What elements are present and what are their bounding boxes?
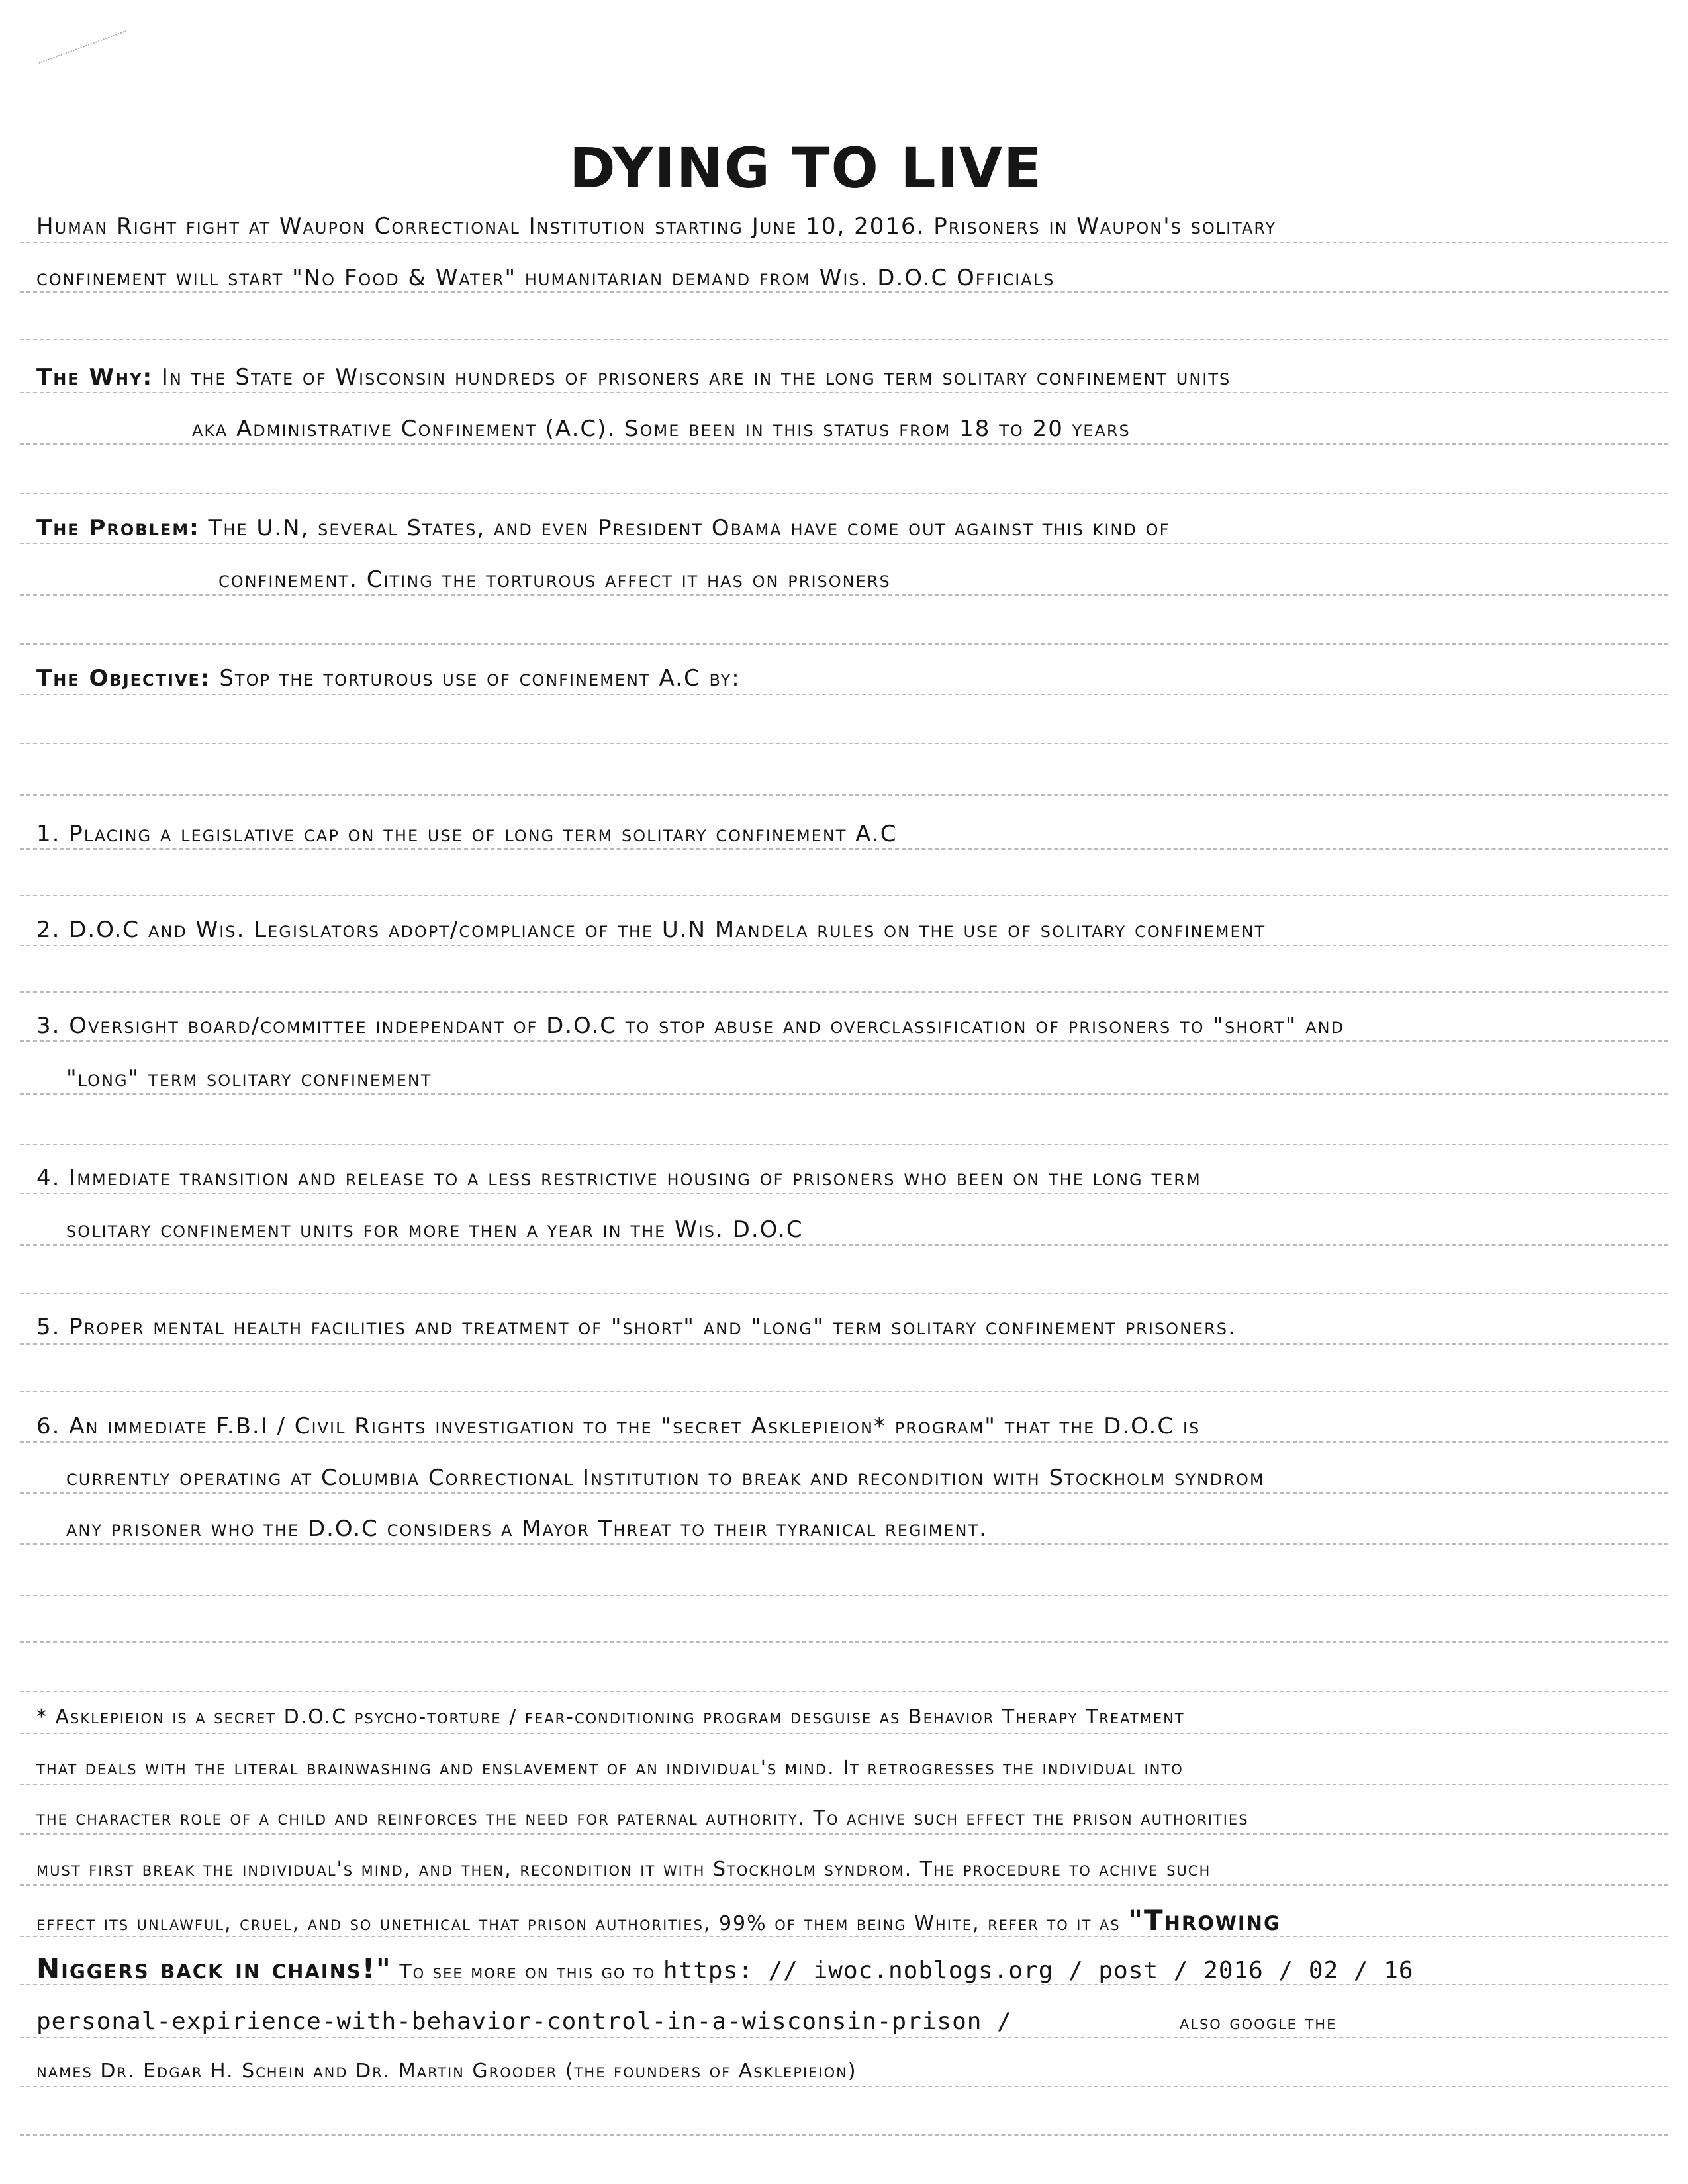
ruled-line	[20, 2086, 1668, 2087]
demand-3-line-2: "long" term solitary confinement	[66, 1066, 432, 1092]
footnote-line-5	[36, 1904, 1281, 1937]
footnote-line-6	[36, 1952, 1414, 1985]
footnote-url-part-1: https: // iwoc.noblogs.org / post / 2016 / 02 / 16	[663, 1957, 1414, 1984]
ruled-line	[20, 1691, 1668, 1692]
ruled-line	[20, 543, 1668, 544]
ruled-line	[20, 743, 1668, 744]
footnote-line-3: the character role of a child and reinforces the need for paternal authority. To achive such effect the prison authorities	[36, 1807, 1249, 1830]
ruled-line	[20, 2134, 1668, 2136]
demand-1: 1. Placing a legislative cap on the use of long term solitary confinement A.C	[36, 821, 898, 847]
footnote-line-1: * Asklepieion is a secret D.O.C psycho-torture / fear-conditioning program desguise as Behavior Therapy Treatment	[36, 1706, 1185, 1729]
footnote-line-8: names Dr. Edgar H. Schein and Dr. Martin Grooder (the founders of Asklepieion)	[36, 2060, 857, 2083]
footnote-line-4: must first break the individual's mind, and then, recondition it with Stockholm syndrom. The procedure to achive such	[36, 1858, 1211, 1881]
ruled-line	[20, 443, 1668, 445]
ruled-line	[20, 794, 1668, 796]
ruled-line	[20, 945, 1668, 946]
ruled-line	[20, 643, 1668, 645]
why-section	[36, 364, 1231, 390]
demand-3-line-1: 3. Oversight board/committee independant of D.O.C to stop abuse and overclassification of prisoners to "short" and	[36, 1013, 1345, 1039]
ruled-line	[20, 1595, 1668, 1596]
footnote-line-6-text: To see more on this go to	[399, 1960, 656, 1983]
demand-6-line-2: currently operating at Columbia Correctional Institution to break and recondition with Stockholm syndrom	[66, 1465, 1265, 1491]
footnote-quote-start: "Throwing	[1128, 1904, 1281, 1936]
ruled-line	[20, 848, 1668, 850]
ruled-line	[20, 1193, 1668, 1194]
ruled-line	[20, 1884, 1668, 1886]
objective-label: The Objective:	[36, 665, 211, 692]
problem-line-2: confinement. Citing the torturous affect it has on prisoners	[218, 567, 891, 593]
demand-6-line-3: any prisoner who the D.O.C considers a Mayor Threat to their tyranical regiment.	[66, 1516, 988, 1542]
ruled-line	[20, 1343, 1668, 1345]
demand-5: 5. Proper mental health facilities and treatment of "short" and "long" term solitary confinement prisoners.	[36, 1314, 1237, 1340]
intro-line-1: Human Right fight at Waupon Correctional Institution starting June 10, 2016. Prisoners in Waupon's solitary	[36, 213, 1277, 240]
ruled-line	[20, 493, 1668, 494]
ruled-line	[20, 1244, 1668, 1246]
ruled-line	[20, 594, 1668, 596]
ruled-line	[20, 1833, 1668, 1835]
ruled-line	[20, 392, 1668, 393]
demand-4-line-1: 4. Immediate transition and release to a less restrictive housing of prisoners who been on the long term	[36, 1165, 1201, 1191]
objective-line-1: Stop the torturous use of confinement A.C by:	[219, 665, 741, 692]
ruled-line	[20, 1391, 1668, 1392]
ruled-line	[20, 291, 1668, 293]
ruled-line	[20, 1641, 1668, 1643]
ruled-line	[20, 2037, 1668, 2038]
demand-4-line-2: solitary confinement units for more then a year in the Wis. D.O.C	[66, 1216, 804, 1243]
demand-2: 2. D.O.C and Wis. Legislators adopt/compliance of the U.N Mandela rules on the use of solitary confinement	[36, 917, 1266, 943]
ruled-line	[20, 991, 1668, 993]
ruled-line	[20, 1040, 1668, 1042]
why-line-2: aka Administrative Confinement (A.C). Some been in this status from 18 to 20 years	[192, 416, 1131, 442]
ruled-line	[20, 1784, 1668, 1785]
demand-6-line-1: 6. An immediate F.B.I / Civil Rights investigation to the "secret Asklepieion* program" that the D.O.C is	[36, 1413, 1201, 1439]
objective-section	[36, 665, 741, 692]
ruled-line	[20, 694, 1668, 695]
ruled-line	[20, 242, 1668, 243]
page-title: DYING TO LIVE	[569, 136, 1043, 201]
footnote-line-2: that deals with the literal brainwashing and enslavement of an individual's mind. It retrogresses the individual into	[36, 1756, 1184, 1780]
ruled-line	[20, 1293, 1668, 1294]
why-line-1: In the State of Wisconsin hundreds of prisoners are in the long term solitary confinement units	[161, 364, 1231, 390]
ruled-line	[20, 1144, 1668, 1145]
ruled-line	[20, 1543, 1668, 1545]
problem-label: The Problem:	[36, 515, 200, 541]
ruled-line	[20, 1441, 1668, 1443]
footnote-quote-end: Niggers back in chains!"	[36, 1952, 392, 1985]
ruled-line	[20, 895, 1668, 896]
ruled-line	[20, 339, 1668, 340]
why-label: The Why:	[36, 364, 154, 390]
footnote-line-7-text: also google the	[1179, 2011, 1337, 2034]
problem-section	[36, 515, 1170, 541]
footnote-line-5-text: effect its unlawful, cruel, and so unethical that prison authorities, 99% of them being White, refer to it as	[36, 1912, 1121, 1935]
ruled-line	[20, 1492, 1668, 1494]
intro-line-2: confinement will start "No Food & Water" humanitarian demand from Wis. D.O.C Officials	[36, 265, 1055, 291]
ruled-line	[20, 1733, 1668, 1734]
footnote-url-part-2: personal-expirience-with-behavior-control-in-a-wisconsin-prison /	[36, 2008, 1012, 2035]
problem-line-1: The U.N, several States, and even President Obama have come out against this kind of	[208, 515, 1170, 541]
ruled-line	[20, 1093, 1668, 1095]
footnote-line-7	[36, 2009, 1336, 2036]
